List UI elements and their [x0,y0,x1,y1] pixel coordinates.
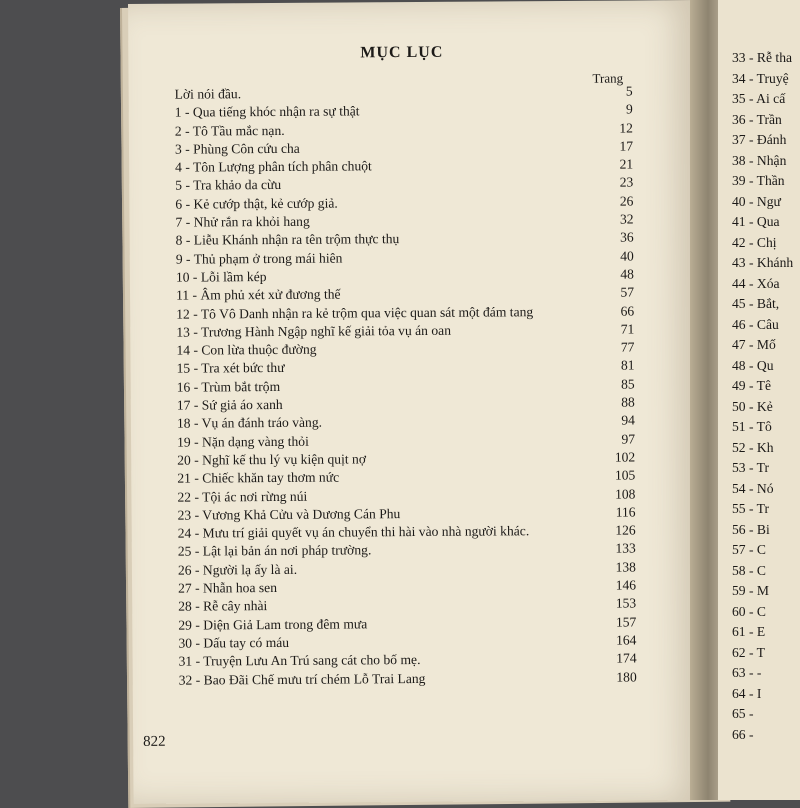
toc-entry-partial: 38 - Nhận [732,152,787,168]
toc-entry-page: 23 [619,174,634,191]
toc-entry-partial: 66 - [732,726,754,742]
toc-entry-title: 19 - Nặn dạng vàng thỏi [177,433,309,450]
toc-entry-page: 5 [625,83,633,99]
toc-entry-partial: 41 - Qua [732,214,780,229]
toc-entry-page: 138 [615,559,636,575]
toc-entry-partial: 63 - - [732,665,762,680]
toc-entry-partial: 40 - Ngư [732,193,781,209]
toc-entry-title: 12 - Tô Vô Danh nhận ra kẻ trộm qua việc quan sát một đám tang [176,303,534,322]
toc-entry-page: 26 [619,193,634,209]
page-column-header: Trang [592,70,624,86]
toc-entry-page: 174 [616,650,637,666]
toc-entry-title: 3 - Phùng Côn cứu cha [174,140,300,157]
toc-entry-partial: 44 - Xóa [732,275,780,291]
toc-entry-partial: 45 - Bắt, [732,296,780,311]
toc-entry-page: 21 [619,156,634,172]
toc-entry-title: 11 - Âm phủ xét xử đương thế [175,286,341,303]
toc-entry-partial: 61 - E [732,624,766,639]
toc-entry-page: 105 [614,467,636,483]
toc-entry-title: 25 - Lật lại bản án nơi pháp trường. [177,542,372,560]
toc-entry-page: 17 [619,138,634,154]
toc-entry-page: 116 [615,504,636,520]
toc-entry-partial: 62 - T [732,644,765,660]
toc-entry-title: 16 - Trùm bắt trộm [176,378,281,395]
toc-entry-title: 31 - Truyện Lưu An Trú sang cát cho bố mẹ. [178,652,421,669]
toc-entry-page: 97 [621,431,636,447]
toc-entry-partial: 43 - Khánh [732,255,794,270]
toc-entry-title: 20 - Nghĩ kế thu lý vụ kiện quịt nợ [177,451,367,468]
toc-entry-title: 30 - Dấu tay có máu [178,634,290,651]
toc-entry-title: 32 - Bao Đãi Chế mưu trí chém Lỗ Trai Lang [178,670,426,688]
toc-entry-title: 2 - Tô Tầu mắc nạn. [174,122,285,139]
right-page-toc [732,48,793,745]
toc-entry-title: 24 - Mưu trí giải quyết vụ án chuyển thi hài vào nhà người khác. [177,523,530,541]
page-title: MỤC LỤC [360,43,444,62]
toc-entry-title: 8 - Liễu Khánh nhận ra tên trộm thực thụ [175,231,400,249]
toc-entry [179,668,649,690]
toc-entry-partial: 35 - Ai cấ [732,91,786,106]
toc-entry-partial: 47 - Mố [732,337,776,352]
toc-entry-page: 94 [621,412,635,428]
toc-entry-partial: 54 - Nó [732,480,774,496]
toc-entry-partial: 59 - M [732,583,770,598]
toc-entry-partial: 53 - Tr [732,460,770,475]
toc-entry-title: 26 - Người lạ ấy là ai. [177,561,298,578]
toc-entry-partial: 52 - Kh [732,439,774,455]
toc-entry-page: 81 [620,357,635,374]
toc-entry-partial: 39 - Thần [732,173,785,188]
toc-entry-title: 17 - Sứ giả áo xanh [176,396,283,413]
toc-entry-title: 6 - Kẻ cướp thật, kẻ cướp giả. [175,195,338,212]
toc-entry-partial: 51 - Tô [732,419,772,434]
toc-entry-partial: 46 - Câu [732,316,779,332]
left-page [128,0,700,804]
toc-entry-title: 14 - Con lừa thuộc đường [176,341,317,358]
toc-entry-partial: 34 - Truyệ [732,70,789,86]
toc-entry-title: 27 - Nhẫn hoa sen [178,579,278,596]
toc-entry-partial: 57 - C [732,542,766,557]
toc-entry-title: 7 - Nhử rắn ra khỏi hang [175,213,310,230]
toc-entry-page: 180 [616,668,637,685]
toc-entry-page: 85 [621,376,635,392]
page-number: 822 [143,733,166,750]
toc-entry-partial: 33 - Rễ tha [732,50,793,65]
toc-entry-page: 48 [620,266,634,282]
toc-entry-partial: 42 - Chị [732,234,777,250]
toc-entry-partial: 37 - Đánh [732,132,787,147]
toc-entry-title: 10 - Lỗi lầm kép [175,269,267,285]
toc-entry-partial: 48 - Qu [732,357,774,373]
toc-entry-page: 164 [616,632,637,648]
toc-entry-title: Lời nói đầu. [174,86,242,102]
table-of-contents [175,82,649,689]
toc-entry-page: 126 [615,522,636,538]
toc-entry-page: 102 [614,449,636,465]
toc-entry-title: 22 - Tội ác nơi rừng núi [177,488,308,505]
toc-entry-title: 28 - Rễ cây nhài [178,598,268,614]
toc-entry-title: 1 - Qua tiếng khóc nhận ra sự thật [174,103,360,120]
toc-entry-partial: 56 - Bi [732,521,770,537]
toc-entry-partial: 36 - Trần [732,111,782,127]
toc-entry-page: 108 [614,486,636,502]
toc-entry-page: 153 [615,595,637,611]
toc-entry-page: 71 [620,321,635,337]
toc-entry-title: 13 - Trương Hành Ngập nghĩ kế giải tỏa vụ án oan [176,322,452,340]
toc-entry-partial: 60 - C [732,603,766,619]
toc-entry-partial: 55 - Tr [732,501,770,516]
toc-entry-page: 32 [619,211,634,227]
toc-entry-title: 21 - Chiếc khăn tay thơm nức [177,469,340,486]
toc-entry-partial: 50 - Kẻ [732,398,773,414]
toc-entry-page: 9 [625,101,633,117]
toc-entry-title: 5 - Tra khảo da cừu [175,177,282,194]
toc-entry-title: 9 - Thủ phạm ở trong mái hiên [175,250,343,267]
toc-entry-page: 133 [615,540,636,557]
toc-entry-page: 57 [620,284,635,300]
toc-entry-partial: 49 - Tê [732,378,772,393]
right-page [718,0,800,800]
toc-entry-page: 77 [620,339,635,355]
toc-entry-page: 146 [615,577,637,593]
toc-entry-page: 12 [619,120,633,136]
toc-entry-partial: 58 - C [732,562,766,578]
toc-entry-title: 18 - Vụ án đánh tráo vàng. [176,414,323,432]
toc-entry-partial: 65 - [732,706,754,721]
toc-entry-page: 66 [620,303,635,319]
toc-entry-page: 157 [615,614,637,630]
toc-entry-title: 15 - Tra xét bức thư [176,360,285,377]
toc-entry-page: 36 [619,229,634,245]
toc-entry-title: 23 - Vương Khả Cửu và Dương Cán Phu [177,505,401,523]
toc-entry-page: 40 [620,248,634,264]
toc-entry-title: 29 - Diện Giả Lam trong đêm mưa [178,615,368,633]
toc-entry-partial: 64 - I [732,685,762,701]
toc-entry-page: 88 [621,394,635,410]
toc-entry-title: 4 - Tôn Lượng phân tích phân chuột [175,158,372,175]
